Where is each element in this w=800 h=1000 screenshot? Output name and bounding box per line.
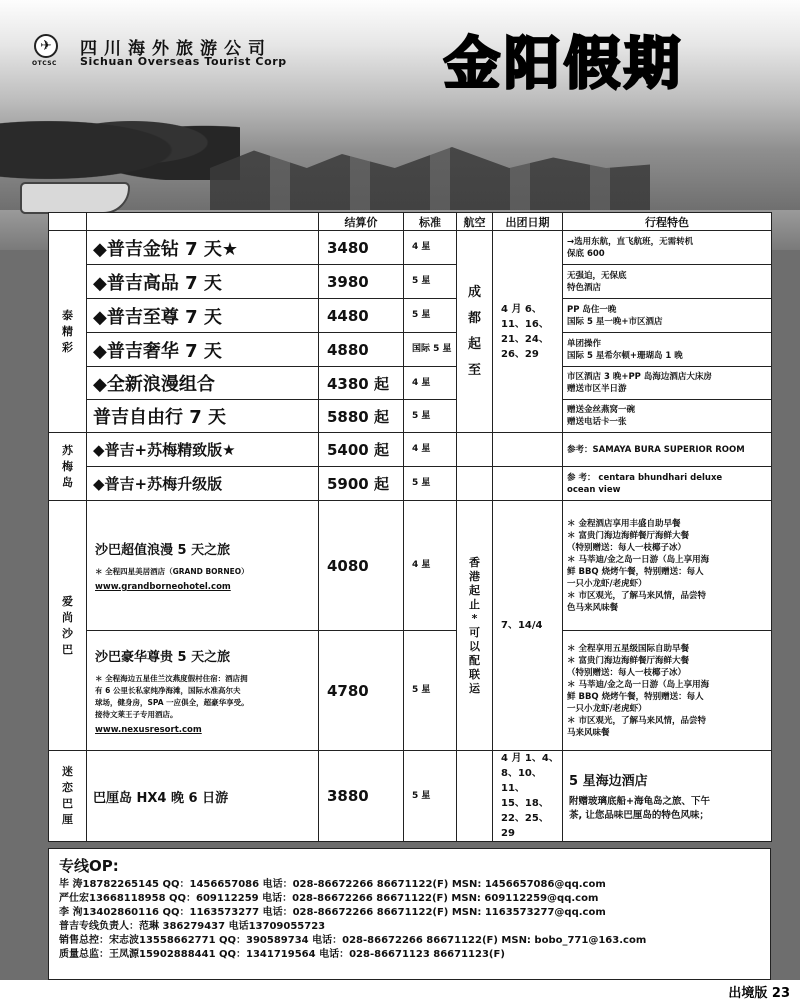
table-row — [49, 631, 772, 751]
product-name: 普吉自由行 7 天 — [87, 400, 319, 433]
table-header — [49, 213, 772, 231]
col-standard: 标准 — [404, 213, 457, 231]
footer-bar — [0, 980, 800, 1000]
product-features: ＊ 金程酒店享用丰盛自助早餐 ＊ 富贵门海边海鲜餐厅海鲜大餐 （特别赠送：每人一枝椰子冰） ＊ 马莘迪/金之岛一日游（岛上享用海 鲜 BBQ 烧烤午餐，特别赠送：每人 一只小龙虾/老虎虾） ＊ 市区观光，了解马来风情，品尝特 色马来风味餐 — [563, 501, 772, 631]
contact-row: 普吉专线负责人：范琳 386279437 电话13709055723 — [59, 921, 326, 932]
product-standard: 4 星 — [404, 231, 457, 265]
sabah-dates: 7、14/4 — [493, 501, 563, 751]
company-name-cn: 四川海外旅游公司 — [80, 39, 272, 59]
product-features: 单团操作 国际 5 星希尔顿+珊瑚岛 1 晚 — [563, 333, 772, 367]
product-name: ◆普吉奢华 7 天 — [87, 333, 319, 367]
table-row — [49, 299, 772, 333]
region-thai: 泰 精 彩 — [49, 231, 87, 433]
table-row — [49, 265, 772, 299]
product-name: 巴厘岛 HX4 晚 6 日游 — [87, 751, 319, 842]
product-standard: 4 星 — [404, 433, 457, 467]
product-standard: 5 星 — [404, 265, 457, 299]
product-features: 参考：SAMAYA BURA SUPERIOR ROOM — [563, 433, 772, 467]
trees-image — [0, 105, 240, 180]
product-features: 市区酒店 3 晚+PP 岛海边酒店大床房 赠送市区半日游 — [563, 367, 772, 400]
region-sabah: 爱 尚 沙 巴 — [49, 501, 87, 751]
product-desc: 球场，健身房，SPA 一应俱全，超豪华享受。 — [95, 698, 249, 707]
product-price: 4480 — [319, 299, 404, 333]
product-standard: 5 星 — [404, 299, 457, 333]
product-standard: 4 星 — [404, 367, 457, 400]
table-row — [49, 467, 772, 501]
region-bali: 迷 恋 巴 厘 — [49, 751, 87, 842]
product-features: 赠送金丝燕窝一碗 赠送电话卡一张 — [563, 400, 772, 433]
route-chengdu: 成 都 起 至 — [457, 231, 493, 433]
sabah-product-1 — [87, 501, 319, 631]
boat-image — [20, 182, 130, 214]
contact-row: 严仕宏13668118958 QQ：609112259 电话：028-86672266 86671122(F) MSN: 609112259@qq.com — [59, 893, 599, 904]
hotel-link[interactable]: www.grandborneohotel.com — [95, 582, 231, 592]
product-desc: ＊ 全程海边五星佳兰汶燕度假村住宿：酒店拥 — [95, 674, 248, 683]
table-row — [49, 333, 772, 367]
product-price: 5900 起 — [319, 467, 404, 501]
contact-row: 质量总监：王凤源15902888441 QQ：1341719564 电话：028-86671123 86671123(F) — [59, 949, 505, 960]
product-price: 4080 — [319, 501, 404, 631]
product-features: →选用东航，直飞航班，无需转机 保底 600 — [563, 231, 772, 265]
product-features: 参 考： centara bhundhari deluxe ocean view — [563, 467, 772, 501]
contacts-panel — [48, 848, 771, 980]
product-name: ◆全新浪漫组合 — [87, 367, 319, 400]
product-features: PP 岛住一晚 国际 5 星一晚+市区酒店 — [563, 299, 772, 333]
table-row — [49, 751, 772, 842]
col-airline: 航空 — [457, 213, 493, 231]
hotel-link[interactable]: www.nexusresort.com — [95, 725, 202, 735]
product-name: ◆普吉高品 7 天 — [87, 265, 319, 299]
table-row — [49, 367, 772, 400]
product-name: 沙巴超值浪漫 5 天之旅 — [95, 543, 231, 558]
price-table — [48, 212, 772, 842]
product-features: 无强迫，无保底 特色酒店 — [563, 265, 772, 299]
product-standard: 5 星 — [404, 467, 457, 501]
product-standard: 5 星 — [404, 400, 457, 433]
brand-title: 金阳假期 — [444, 32, 684, 97]
product-standard: 4 星 — [404, 501, 457, 631]
product-price: 5880 起 — [319, 400, 404, 433]
route-hongkong: 香 港 起 止 * 可 以 配 联 运 — [457, 501, 493, 751]
col-price: 结算价 — [319, 213, 404, 231]
company-name-en: Sichuan Overseas Tourist Corp — [80, 55, 287, 68]
contact-row: 李 洵13402860116 QQ：1163573277 电话：028-86672266 86671122(F) MSN: 1163573277@qq.com — [59, 907, 606, 918]
product-price: 4380 起 — [319, 367, 404, 400]
product-price: 3880 — [319, 751, 404, 842]
product-features: ＊ 全程享用五星级国际自助早餐 ＊ 富贵门海边海鲜餐厅海鲜大餐 （特别赠送：每人一枝椰子冰） ＊ 马莘迪/金之岛一日游（岛上享用海 鲜 BBQ 烧烤午餐，特别赠送：每人 一只小龙虾/老虎虾） ＊ 市区观光，了解马来风情，品尝特 马来风味餐 — [563, 631, 772, 751]
product-price: 4880 — [319, 333, 404, 367]
page-footer: 出境版 23 — [728, 986, 790, 1000]
product-name: ◆普吉+苏梅精致版★ — [87, 433, 319, 467]
product-name: ◆普吉金钻 7 天★ — [87, 231, 319, 265]
contacts-title: 专线OP: — [59, 857, 119, 875]
product-desc: 有 6 公里长私家纯净海滩，国际水准高尔夫 — [95, 686, 241, 695]
product-price: 5400 起 — [319, 433, 404, 467]
region-sumei: 苏 梅 岛 — [49, 433, 87, 501]
product-price: 3980 — [319, 265, 404, 299]
globe-icon: ✈ — [34, 34, 58, 58]
product-name: ◆普吉+苏梅升级版 — [87, 467, 319, 501]
table-row — [49, 501, 772, 631]
product-standard: 5 星 — [404, 751, 457, 842]
col-features: 行程特色 — [563, 213, 772, 231]
contact-row: 毕 涛18782265145 QQ：1456657086 电话：028-86672266 86671122(F) MSN: 1456657086@qq.com — [59, 879, 606, 890]
product-standard: 国际 5 星 — [404, 333, 457, 367]
product-name: 沙巴豪华尊贵 5 天之旅 — [95, 650, 231, 665]
product-desc: 接待文莱王子专用酒店。 — [95, 710, 178, 719]
contact-row: 销售总控：宋志波13558662771 QQ：390589734 电话：028-86672266 86671122(F) MSN: bobo_771@163.com — [59, 935, 647, 946]
product-standard: 5 星 — [404, 631, 457, 751]
sabah-product-2 — [87, 631, 319, 751]
huts-image — [210, 140, 650, 210]
product-name: ◆普吉至尊 7 天 — [87, 299, 319, 333]
logo-abbr: OTCSC — [32, 60, 57, 67]
table-row — [49, 400, 772, 433]
product-desc: ＊ 全程四星美居酒店（GRAND BORNEO） — [95, 567, 249, 576]
col-dates: 出团日期 — [493, 213, 563, 231]
thai-dates: 4 月 6、 11、16、 21、24、 26、29 — [493, 231, 563, 433]
table-row — [49, 433, 772, 467]
product-price: 4780 — [319, 631, 404, 751]
bali-dates: 4 月 1、4、 8、10、11、 15、18、 22、25、 29 — [493, 751, 563, 842]
table-row — [49, 231, 772, 265]
product-price: 3480 — [319, 231, 404, 265]
product-features: 5 星海边酒店 附赠玻璃底船+海龟岛之旅、下午 茶, 让您品味巴厘岛的特色风味； — [563, 751, 772, 842]
